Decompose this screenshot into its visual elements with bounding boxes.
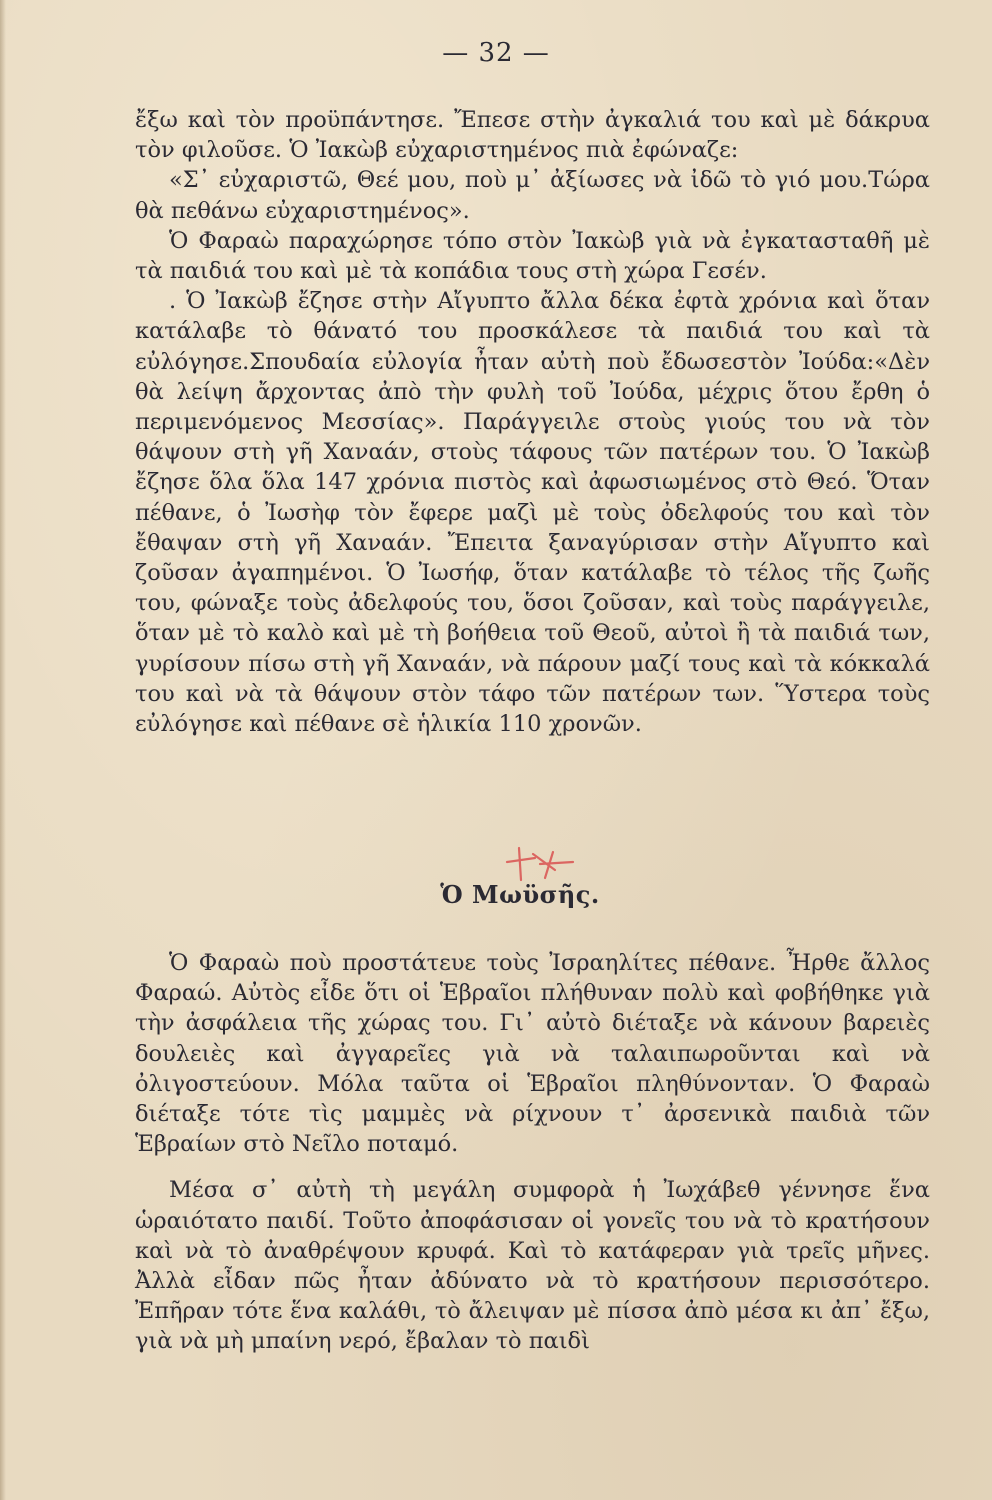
page-edge-shadow	[0, 0, 6, 1500]
paragraph-1: ἔξω καὶ τὸν προϋπάντησε. Ἔπεσε στὴν ἀγκαλιά του καὶ μὲ δάκρυα τὸν φιλοῦσε. Ὁ Ἰακὼβ εὐχαριστημένος πιὰ ἐφώναζε:	[135, 107, 930, 164]
paragraph-3: Ὁ Φαραὼ παραχώρησε τόπο στὸν Ἰακὼβ γιὰ νὰ ἐγκατασταθῆ μὲ τὰ παιδιά του καὶ μὲ τὰ κοπάδια τους στὴ χώρα Γεσέν.	[135, 227, 930, 285]
section-heading: Ὁ Μωϋσῆς.	[440, 880, 600, 909]
paragraph-5: Ὁ Φαραὼ ποὺ προστάτευε τοὺς Ἰσραηλίτες πέθανε. Ἦρθε ἄλλος Φαραώ. Αὐτὸς εἶδε ὅτι οἱ Ἑβραῖοι πλήθυναν πολὺ καὶ φοβήθηκε γιὰ τὴν ἀσφάλεια τῆς χώρας του. Γι᾽ αὐτὸ διέταξε νὰ κάνουν βαρειὲς δουλειὲς καὶ ἀγγαρεῖες γιὰ νὰ ταλαιπωροῦνται καὶ νὰ ὀλιγοστεύουν. Μόλα ταῦτα οἱ Ἑβραῖοι πληθύνονταν. Ὁ Φαραὼ διέταξε τότε τὶς μαμμὲς νὰ ρίχνουν τ᾽ ἀρσενικὰ παιδιὰ τῶν Ἑβραίων στὸ Νεῖλο ποταμό.	[135, 950, 930, 1158]
text-section-moses	[135, 948, 930, 1357]
text-section-jacob	[135, 105, 930, 739]
paragraph-4: . Ὁ Ἰακὼβ ἔζησε στὴν Αἴγυπτο ἄλλα δέκα ἐφτὰ χρόνια καὶ ὅταν κατάλαβε τὸ θάνατό του προσκάλεσε τὰ παιδιά του καὶ τὰ εὐλόγησε.Σπουδαία εὐλογία ἦταν αὐτὴ ποὺ ἔδωσεστὸν Ἰούδα:«Δὲν θὰ λείψη ἄρχοντας ἀπὸ τὴν φυλὴ τοῦ Ἰούδα, μέχρις ὅτου ἔρθη ὁ περιμενόμενος Μεσσίας». Παράγγειλε στοὺς γιούς του νὰ τὸν θάψουν στὴ γῆ Χαναάν, στοὺς τάφους τῶν πατέρων του. Ὁ Ἰακὼβ ἔζησε ὅλα ὅλα 147 χρόνια πιστὸς καὶ ἀφωσιωμένος στὸ Θεό. Ὅταν πέθανε, ὁ Ἰωσὴφ τὸν ἔφερε μαζὶ μὲ τοὺς ὀδελφούς του καὶ τὸν ἔθαψαν στὴ γῆ Χαναάν. Ἔπειτα ξαναγύρισαν στὴν Αἴγυπτο καὶ ζοῦσαν ἀγαπημένοι. Ὁ Ἰωσήφ, ὅταν κατάλαβε τὸ τέλος τῆς ζωῆς του, φώναξε τοὺς ἀδελφούς του, ὅσοι ζοῦσαν, καὶ τοὺς παράγγειλε, ὅταν μὲ τὸ καλὸ καὶ μὲ τὴ βοήθεια τοῦ Θεοῦ, αὐτοὶ ἢ τὰ παιδιά των, γυρίσουν πίσω στὴ γῆ Χαναάν, νὰ πάρουν μαζί τους καὶ τὰ κόκκαλά του καὶ νὰ τὰ θάψουν στὸν τάφο τῶν πατέρων των. Ὕστερα τοὺς εὐλόγησε καὶ πέθανε σὲ ἡλικία 110 χρονῶν.	[135, 288, 930, 738]
paragraph-2: «Σ᾽ εὐχαριστῶ, Θεέ μου, ποὺ μ᾽ ἀξίωσες νὰ ἰδῶ τὸ γιό μου.Τώρα θὰ πεθάνω εὐχαριστημένος».	[135, 167, 930, 224]
page-number: — 32 —	[442, 38, 550, 68]
paragraph-6: Μέσα σ᾽ αὐτὴ τὴ μεγάλη συμφορὰ ἡ Ἰωχάβεθ γέννησε ἕνα ὡραιότατο παιδί. Τοῦτο ἀποφάσισαν οἱ γονεῖς του νὰ τὸ κρατήσουν καὶ νὰ τὸ ἀναθρέψουν κρυφά. Καὶ τὸ κατάφεραν γιὰ τρεῖς μῆνες. Ἀλλὰ εἶδαν πῶς ἦταν ἀδύνατο νὰ τὸ κρατήσουν περισσότερο. Ἐπῆραν τότε ἕνα καλάθι, τὸ ἄλειψαν μὲ πίσσα ἀπὸ μέσα κι ἀπ᾽ ἔξω, γιὰ νὰ μὴ μπαίνη νερό, ἔβαλαν τὸ παιδὶ	[135, 1177, 930, 1355]
